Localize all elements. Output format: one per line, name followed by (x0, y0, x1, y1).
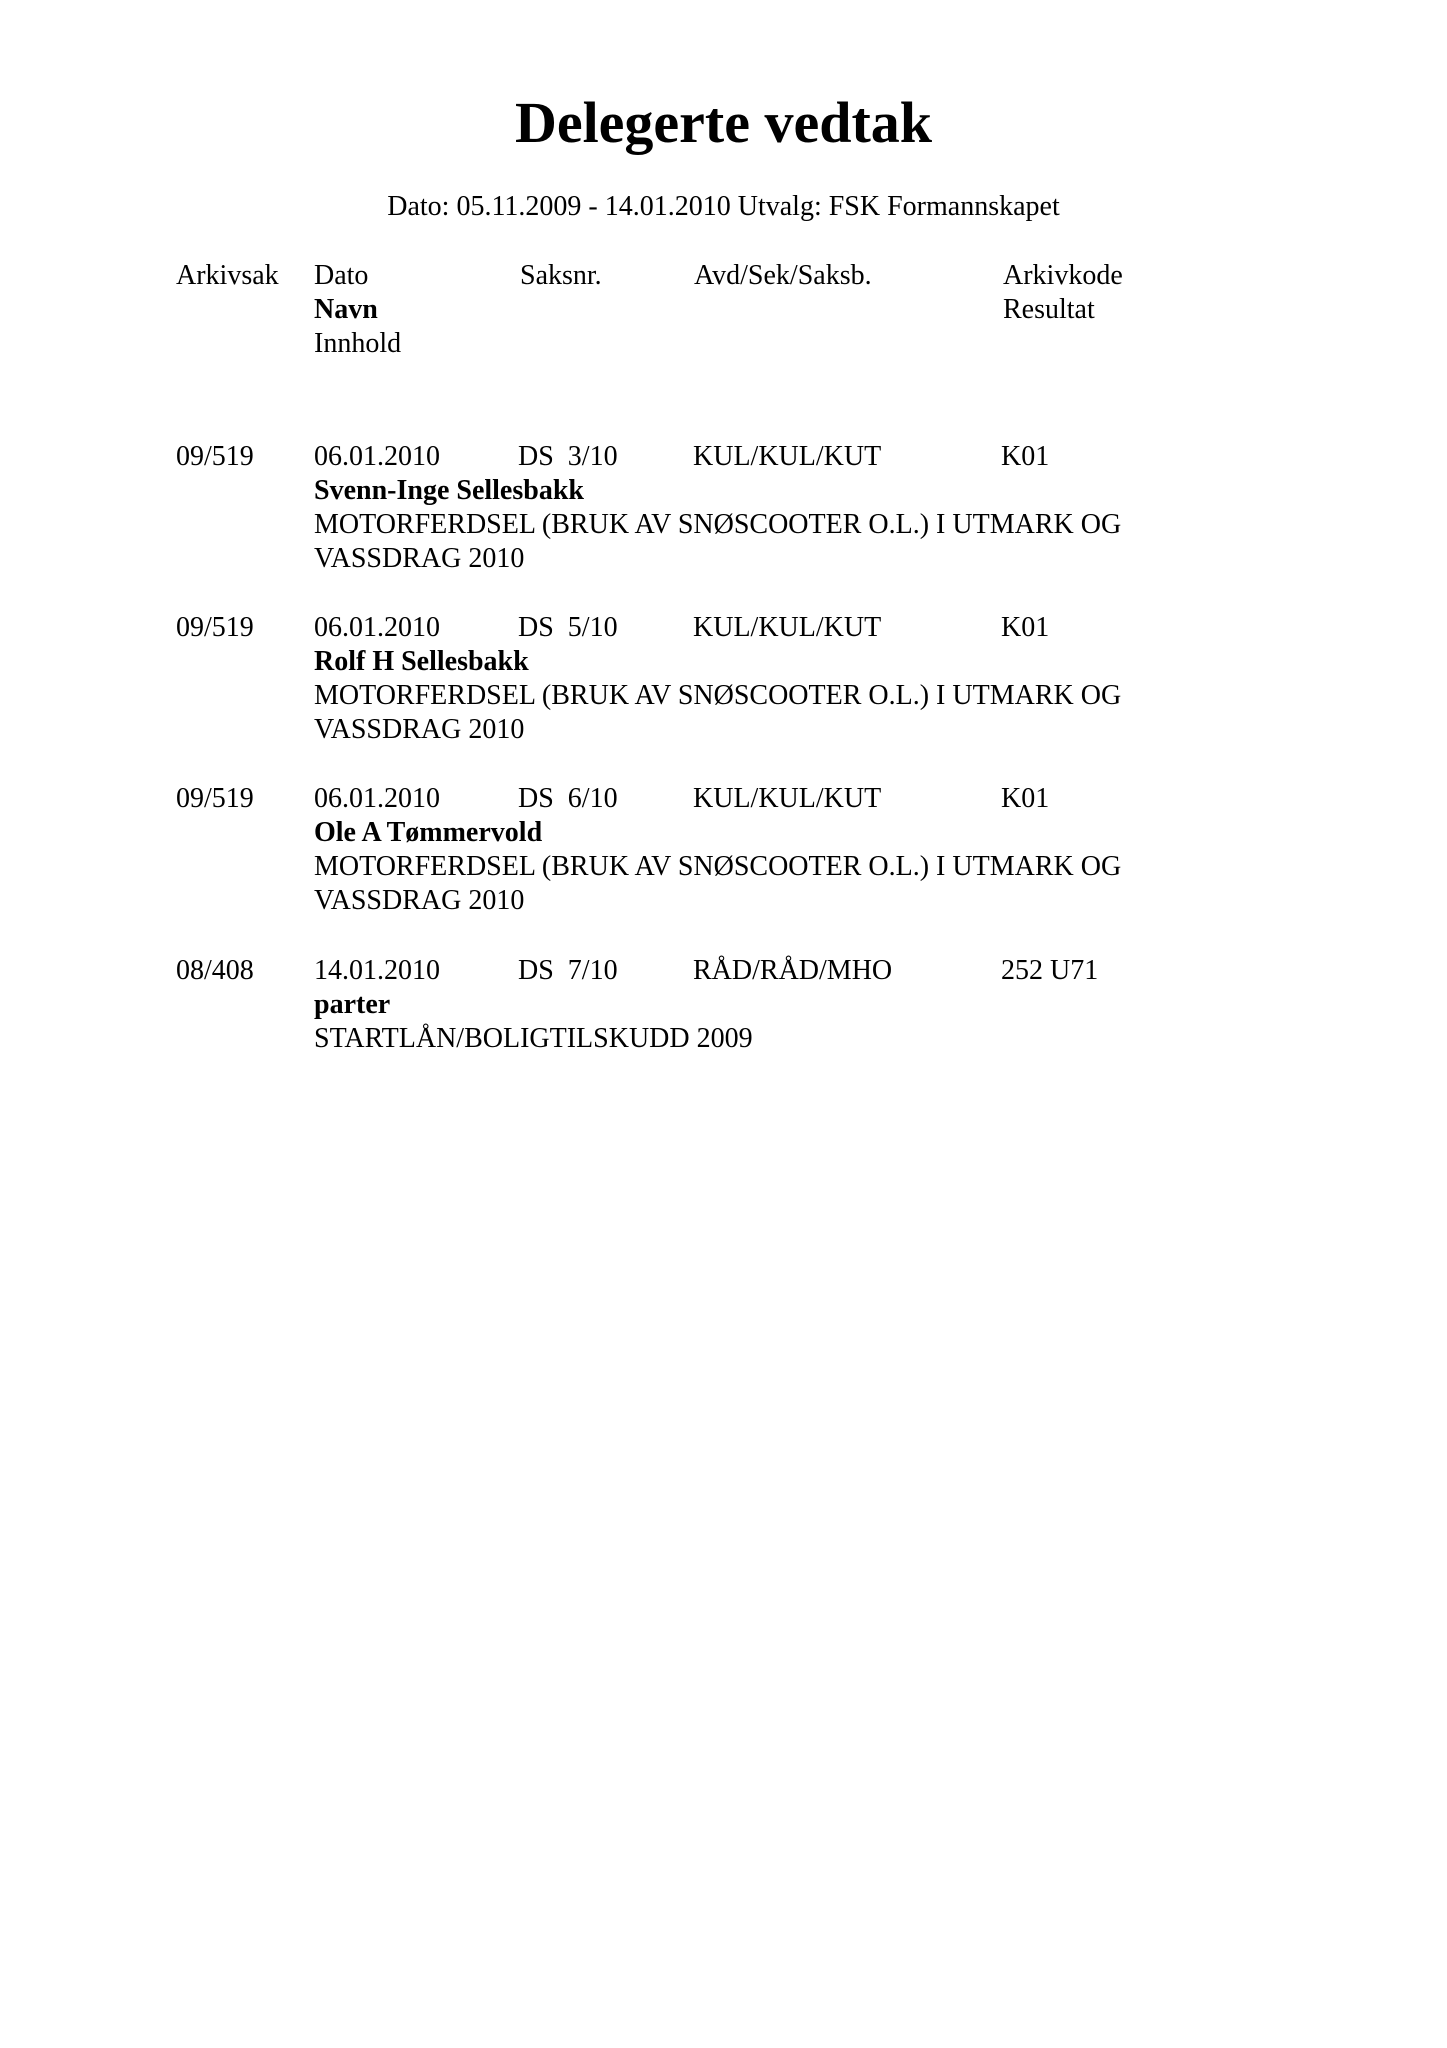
entry-innhold-line1: MOTORFERDSEL (BRUK AV SNØSCOOTER O.L.) I UTMARK OG (314, 680, 1122, 711)
entry-navn: Rolf H Sellesbakk (314, 646, 529, 677)
entry-saksnr: DS 7/10 (518, 955, 618, 986)
header-dato: Dato (314, 260, 369, 291)
header-saksnr: Saksnr. (520, 260, 602, 291)
list-item (0, 782, 1447, 922)
entry-arkivsak: 09/519 (176, 612, 254, 643)
entry-arkivkode: K01 (1001, 612, 1050, 643)
entry-avd: RÅD/RÅD/MHO (693, 955, 893, 986)
entry-innhold-line1: MOTORFERDSEL (BRUK AV SNØSCOOTER O.L.) I UTMARK OG (314, 509, 1122, 540)
entry-dato: 14.01.2010 (314, 955, 440, 986)
document-subtitle: Dato: 05.11.2009 - 14.01.2010 Utvalg: FSK Formannskapet (387, 191, 1060, 222)
entry-innhold-line1: STARTLÅN/BOLIGTILSKUDD 2009 (314, 1023, 753, 1054)
entry-arkivsak: 09/519 (176, 441, 254, 472)
entry-dato: 06.01.2010 (314, 612, 440, 643)
entry-navn: Svenn-Inge Sellesbakk (314, 475, 584, 506)
document-title: Delegerte vedtak (514, 90, 933, 155)
header-arkivkode: Arkivkode (1003, 260, 1123, 291)
entry-dato: 06.01.2010 (314, 441, 440, 472)
entry-navn: Ole A Tømmervold (314, 817, 543, 848)
entry-avd: KUL/KUL/KUT (693, 783, 882, 814)
entry-saksnr: DS 3/10 (518, 441, 618, 472)
header-avd: Avd/Sek/Saksb. (694, 260, 872, 291)
entry-innhold-line2: VASSDRAG 2010 (314, 714, 525, 745)
entry-arkivkode: K01 (1001, 441, 1050, 472)
list-item (0, 954, 1447, 1094)
entry-innhold-line2: VASSDRAG 2010 (314, 543, 525, 574)
header-arkivsak: Arkivsak (176, 260, 279, 291)
entry-navn: parter (314, 989, 391, 1020)
entry-arkivkode: K01 (1001, 783, 1050, 814)
entry-saksnr: DS 5/10 (518, 612, 618, 643)
list-item (0, 611, 1447, 751)
list-item (0, 440, 1447, 580)
entry-innhold-line2: VASSDRAG 2010 (314, 885, 525, 916)
entry-saksnr: DS 6/10 (518, 783, 618, 814)
entry-dato: 06.01.2010 (314, 783, 440, 814)
entry-arkivkode: 252 U71 (1001, 955, 1099, 986)
header-resultat: Resultat (1003, 294, 1095, 325)
header-navn: Navn (314, 294, 378, 325)
entry-arkivsak: 08/408 (176, 955, 254, 986)
entry-innhold-line1: MOTORFERDSEL (BRUK AV SNØSCOOTER O.L.) I UTMARK OG (314, 851, 1122, 882)
entry-avd: KUL/KUL/KUT (693, 441, 882, 472)
entry-arkivsak: 09/519 (176, 783, 254, 814)
header-innhold: Innhold (314, 328, 402, 359)
entry-avd: KUL/KUL/KUT (693, 612, 882, 643)
